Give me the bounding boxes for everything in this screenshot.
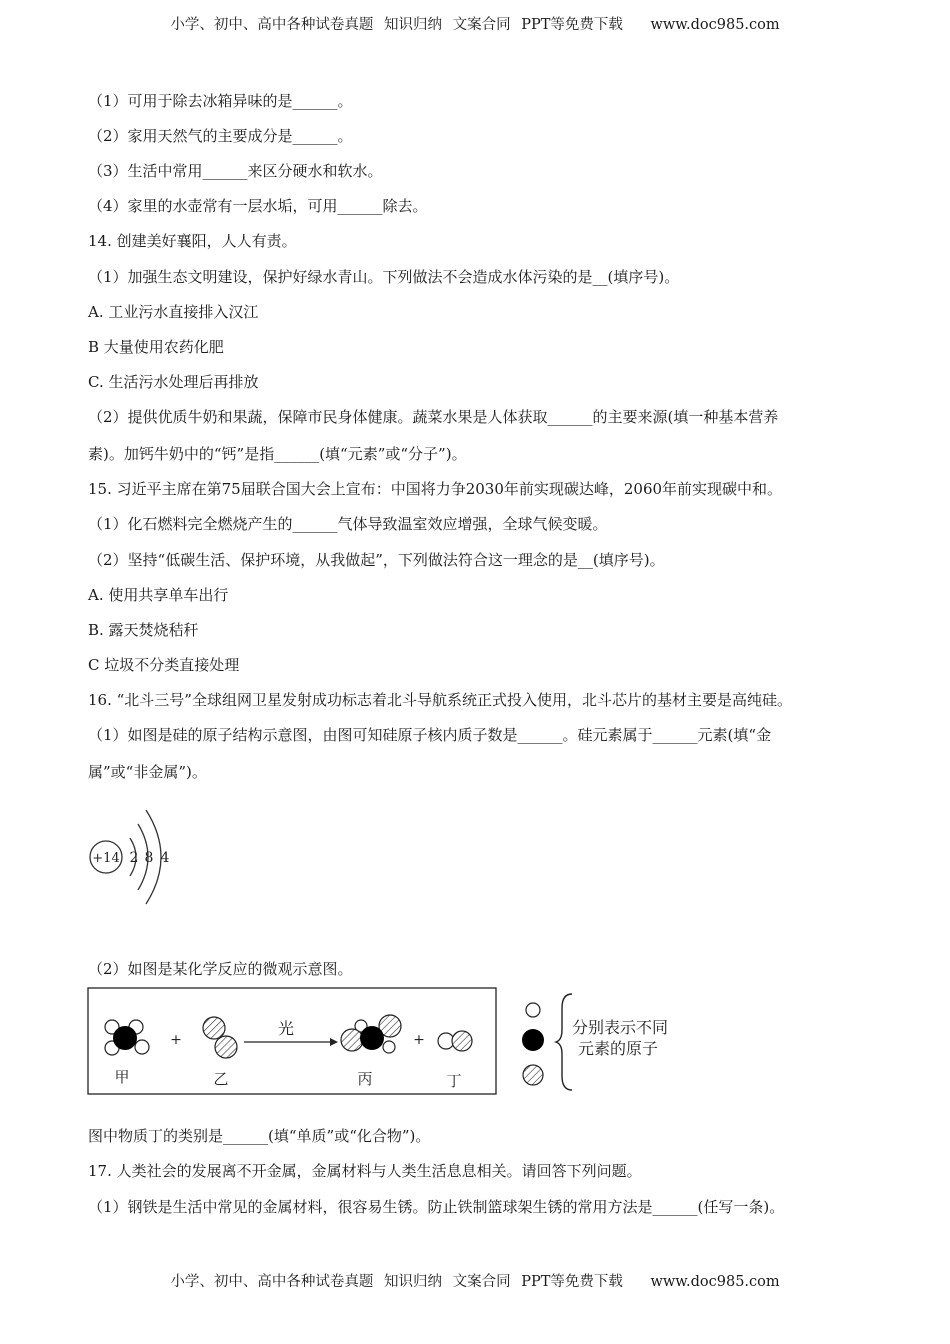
q15-option-c: C 垃圾不分类直接处理: [88, 656, 240, 674]
reaction-plus-2: +: [413, 1032, 425, 1048]
footer-middle3: PPT等免费下载: [521, 1274, 623, 1290]
legend-black-atom: [522, 1029, 544, 1051]
legend-hatched-atom: [523, 1065, 543, 1085]
q14-title: 14. 创建美好襄阳，人人有责。: [88, 232, 297, 250]
q14-2b: 素)。加钙牛奶中的“钙”是指______(填“元素”或“分子”)。: [88, 445, 467, 463]
atom-shell-2-electrons: 8: [144, 850, 154, 866]
q13-1: （1）可用于除去冰箱异味的是______。: [88, 92, 353, 110]
footer-middle2: 文案合同: [452, 1274, 511, 1290]
reaction-legend: [522, 994, 668, 1090]
atom-shell-3-electrons: 4: [160, 850, 170, 866]
q14-1: （1）加强生态文明建设，保护好绿水青山。下列做法不会造成水体污染的是__(填序号)。: [88, 268, 680, 286]
q14-option-c: C. 生活污水处理后再排放: [88, 373, 259, 391]
label-yi: 乙: [213, 1070, 229, 1088]
molecule-yi: [203, 1017, 237, 1058]
q17-title: 17. 人类社会的发展离不开金属，金属材料与人类生活息息相关。请回答下列问题。: [88, 1162, 642, 1180]
legend-text-line1: 分别表示不同: [572, 1018, 669, 1037]
q17-1: （1）钢铁是生活中常见的金属材料，很容易生锈。防止铁制篮球架生锈的常用方法是______(任写一条)。: [88, 1198, 785, 1216]
legend-brace: [556, 994, 572, 1090]
header-site-link[interactable]: www.doc985.com: [650, 17, 780, 33]
header-middle2: 文案合同: [452, 17, 511, 33]
atom-nucleus-label: +14: [92, 851, 120, 866]
label-jia: 甲: [114, 1068, 130, 1086]
reaction-condition-label: 光: [277, 1019, 295, 1038]
q15-1: （1）化石燃料完全燃烧产生的______气体导致温室效应增强，全球气候变暖。: [88, 515, 608, 533]
reaction-box: [88, 988, 496, 1094]
q14-option-b: B 大量使用农药化肥: [88, 338, 224, 356]
label-bing: 丙: [357, 1070, 373, 1088]
page-footer: [0, 1270, 950, 1291]
reaction-plus-1: +: [170, 1032, 182, 1048]
silicon-atom-diagram: [86, 800, 186, 915]
q15-option-b: B. 露天焚烧秸秆: [88, 621, 199, 639]
molecule-bing: [341, 1015, 401, 1053]
q13-2: （2）家用天然气的主要成分是______。: [88, 127, 353, 145]
q16-1b: 属”或“非金属”)。: [88, 763, 207, 781]
atom-shell-1-electrons: 2: [129, 850, 139, 866]
header-middle3: PPT等免费下载: [521, 17, 623, 33]
reaction-arrow-head: [330, 1038, 338, 1046]
q15-2: （2）坚持“低碳生活、保护环境，从我做起”，下列做法符合这一理念的是__(填序号)。: [88, 551, 665, 569]
header-left: 小学、初中、高中各种试卷真题: [170, 17, 374, 33]
molecule-jia: [105, 1020, 149, 1055]
q15-title: 15. 习近平主席在第75届联合国大会上宣布：中国将力争2030年前实现碳达峰，2060年前实现碳中和。: [88, 480, 783, 498]
q16-title: 16. “北斗三号”全球组网卫星发射成功标志着北斗导航系统正式投入使用，北斗芯片的基材主要是高纯硅。: [88, 691, 792, 709]
reaction-micro-diagram: [86, 986, 706, 1098]
q14-option-a: A. 工业污水直接排入汉江: [88, 303, 259, 321]
q15-option-a: A. 使用共享单车出行: [88, 586, 229, 604]
header-middle1: 知识归纳: [383, 17, 442, 33]
legend-white-atom: [526, 1003, 540, 1017]
q16-2: （2）如图是某化学反应的微观示意图。: [88, 960, 353, 978]
page-header: [0, 13, 950, 34]
q16-1a: （1）如图是硅的原子结构示意图，由图可知硅原子核内质子数是______。硅元素属于______元素(填“金: [88, 726, 772, 744]
q13-4: （4）家里的水壶常有一层水垢，可用______除去。: [88, 197, 428, 215]
molecule-ding: [438, 1031, 472, 1051]
footer-site-link[interactable]: www.doc985.com: [650, 1274, 780, 1290]
footer-middle1: 知识归纳: [383, 1274, 442, 1290]
q14-2a: （2）提供优质牛奶和果蔬，保障市民身体健康。蔬菜水果是人体获取______的主要来源(填一种基本营养: [88, 408, 779, 426]
q13-3: （3）生活中常用______来区分硬水和软水。: [88, 162, 383, 180]
q16-2-question: 图中物质丁的类别是______(填“单质”或“化合物”)。: [88, 1127, 431, 1145]
footer-left: 小学、初中、高中各种试卷真题: [170, 1274, 374, 1290]
legend-text-line2: 元素的原子: [578, 1039, 659, 1058]
label-ding: 丁: [446, 1072, 462, 1090]
